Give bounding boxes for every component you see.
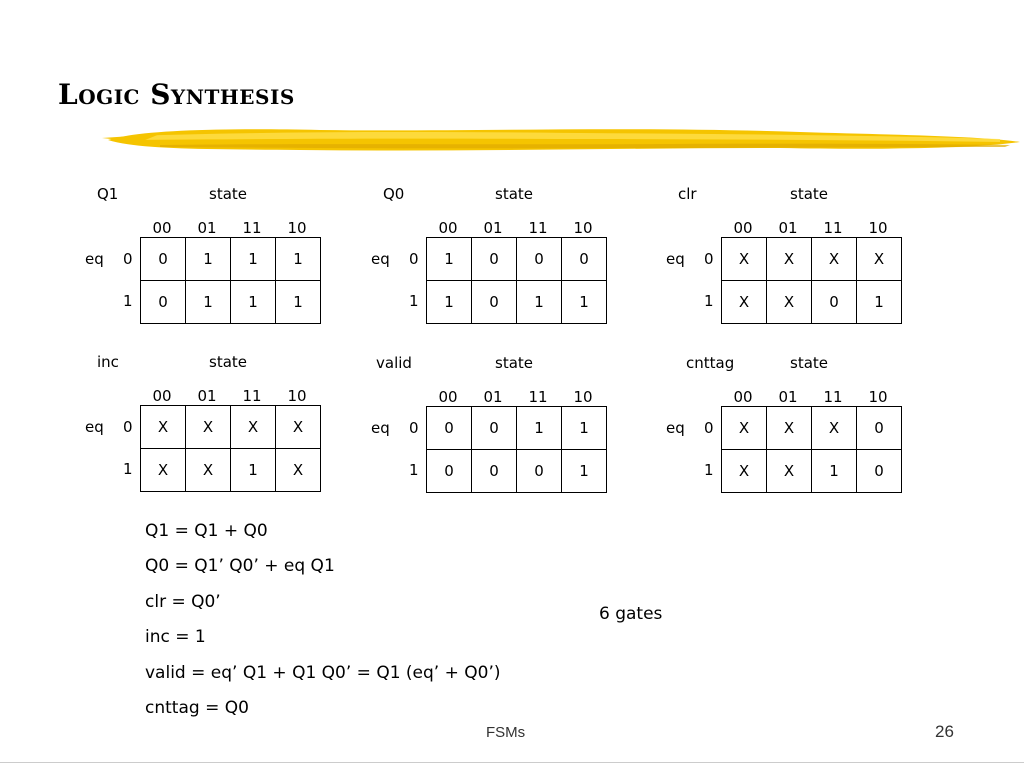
kmap-column-label: state <box>790 185 828 203</box>
kmap-cell: 0 <box>141 238 186 281</box>
column-header: 00 <box>152 387 172 405</box>
row-header: 1 <box>123 292 133 310</box>
kmap-cell: 0 <box>857 407 902 450</box>
kmap-cell: X <box>722 281 767 324</box>
row-header: 1 <box>704 292 714 310</box>
row-variable: eq <box>371 419 390 437</box>
kmap-cell: 1 <box>186 281 231 324</box>
kmap-cell: X <box>276 406 321 449</box>
equation: valid = eq’ Q1 + Q1 Q0’ = Q1 (eq’ + Q0’) <box>145 662 501 683</box>
column-header: 01 <box>778 219 798 237</box>
kmap-cell: X <box>767 281 812 324</box>
gate-count-note: 6 gates <box>599 604 663 624</box>
column-header: 10 <box>868 388 888 406</box>
kmap-name: clr <box>678 185 697 203</box>
column-header: 11 <box>242 387 262 405</box>
column-header: 11 <box>528 388 548 406</box>
column-header: 01 <box>778 388 798 406</box>
row-variable: eq <box>85 250 104 268</box>
column-header: 00 <box>438 388 458 406</box>
kmap-cell: X <box>276 449 321 492</box>
kmap-grid <box>721 406 902 493</box>
row-header: 1 <box>123 460 133 478</box>
kmap-cell: 1 <box>517 407 562 450</box>
column-header: 11 <box>242 219 262 237</box>
kmap-cell: X <box>141 406 186 449</box>
kmap-valid <box>371 354 621 504</box>
equation: cnttag = Q0 <box>145 697 249 718</box>
page-number: 26 <box>935 722 954 741</box>
kmap-cell: X <box>857 238 902 281</box>
kmap-cell: X <box>722 238 767 281</box>
kmap-cell: 1 <box>231 281 276 324</box>
kmap-cell: X <box>812 407 857 450</box>
kmap-cell: 1 <box>231 238 276 281</box>
kmap-name: Q0 <box>383 185 405 203</box>
kmap-cell: X <box>767 238 812 281</box>
kmap-cell: X <box>722 450 767 493</box>
kmap-inc <box>85 353 335 503</box>
column-header: 01 <box>197 219 217 237</box>
kmap-cell: 1 <box>812 450 857 493</box>
kmap-column-label: state <box>495 354 533 372</box>
kmap-cell: 1 <box>231 449 276 492</box>
kmap-grid <box>140 237 321 324</box>
kmap-cell: 1 <box>857 281 902 324</box>
kmap-cell: 1 <box>427 281 472 324</box>
kmap-column-label: state <box>209 185 247 203</box>
bottom-divider <box>0 762 1024 763</box>
kmap-cell: 0 <box>472 281 517 324</box>
equation: clr = Q0’ <box>145 591 221 612</box>
row-header: 0 <box>123 250 133 268</box>
kmap-name: Q1 <box>97 185 119 203</box>
kmap-cell: 0 <box>141 281 186 324</box>
row-header: 1 <box>409 292 419 310</box>
kmap-cell: 0 <box>812 281 857 324</box>
kmap-cell: 1 <box>517 281 562 324</box>
kmap-cell: X <box>141 449 186 492</box>
kmap-cell: 1 <box>276 281 321 324</box>
column-header: 10 <box>287 219 307 237</box>
row-header: 0 <box>123 418 133 436</box>
kmap-q1 <box>85 185 335 335</box>
yellow-brush-stroke-decoration <box>100 118 1024 160</box>
kmap-cell: 0 <box>472 450 517 493</box>
kmap-cell: 0 <box>517 238 562 281</box>
row-header: 0 <box>409 250 419 268</box>
kmap-column-label: state <box>209 353 247 371</box>
kmap-cell: X <box>767 407 812 450</box>
column-header: 00 <box>733 388 753 406</box>
kmap-cell: 1 <box>562 281 607 324</box>
column-header: 11 <box>823 219 843 237</box>
column-header: 00 <box>152 219 172 237</box>
column-header: 10 <box>573 388 593 406</box>
kmap-cell: 1 <box>427 238 472 281</box>
kmap-cell: 1 <box>276 238 321 281</box>
row-header: 0 <box>704 419 714 437</box>
row-variable: eq <box>85 418 104 436</box>
kmap-grid <box>721 237 902 324</box>
kmap-cell: 0 <box>427 450 472 493</box>
row-variable: eq <box>666 250 685 268</box>
column-header: 01 <box>197 387 217 405</box>
kmap-name: cnttag <box>686 354 735 372</box>
row-variable: eq <box>371 250 390 268</box>
kmap-cell: 1 <box>562 407 607 450</box>
kmap-grid <box>426 237 607 324</box>
row-header: 0 <box>409 419 419 437</box>
column-header: 10 <box>868 219 888 237</box>
equation: inc = 1 <box>145 627 206 648</box>
column-header: 00 <box>438 219 458 237</box>
kmap-name: inc <box>97 353 119 371</box>
kmap-clr <box>666 185 916 335</box>
row-variable: eq <box>666 419 685 437</box>
column-header: 10 <box>287 387 307 405</box>
kmap-column-label: state <box>495 185 533 203</box>
kmap-cell: X <box>186 449 231 492</box>
column-header: 01 <box>483 219 503 237</box>
kmap-cell: 0 <box>472 238 517 281</box>
kmap-cell: 0 <box>427 407 472 450</box>
kmap-cnttag <box>666 354 916 504</box>
equation-list <box>145 520 501 732</box>
kmap-cell: X <box>231 406 276 449</box>
kmap-q0 <box>371 185 621 335</box>
kmap-cell: 1 <box>186 238 231 281</box>
kmap-cell: 1 <box>562 450 607 493</box>
equation: Q1 = Q1 + Q0 <box>145 521 268 541</box>
equation: Q0 = Q1’ Q0’ + eq Q1 <box>145 556 335 577</box>
kmap-cell: X <box>767 450 812 493</box>
kmap-name: valid <box>376 354 412 372</box>
column-header: 10 <box>573 219 593 237</box>
kmap-cell: 0 <box>472 407 517 450</box>
footer-title: FSMs <box>486 724 526 741</box>
column-header: 00 <box>733 219 753 237</box>
kmap-cell: 0 <box>857 450 902 493</box>
kmap-cell: 0 <box>562 238 607 281</box>
kmap-grid <box>140 405 321 492</box>
row-header: 1 <box>409 461 419 479</box>
column-header: 11 <box>823 388 843 406</box>
column-header: 01 <box>483 388 503 406</box>
kmap-grid <box>426 406 607 493</box>
row-header: 0 <box>704 250 714 268</box>
kmap-column-label: state <box>790 354 828 372</box>
kmap-cell: X <box>186 406 231 449</box>
kmap-cell: 0 <box>517 450 562 493</box>
kmap-cell: X <box>722 407 767 450</box>
row-header: 1 <box>704 461 714 479</box>
kmap-cell: X <box>812 238 857 281</box>
column-header: 11 <box>528 219 548 237</box>
slide-title: Logic Synthesis <box>58 78 295 111</box>
